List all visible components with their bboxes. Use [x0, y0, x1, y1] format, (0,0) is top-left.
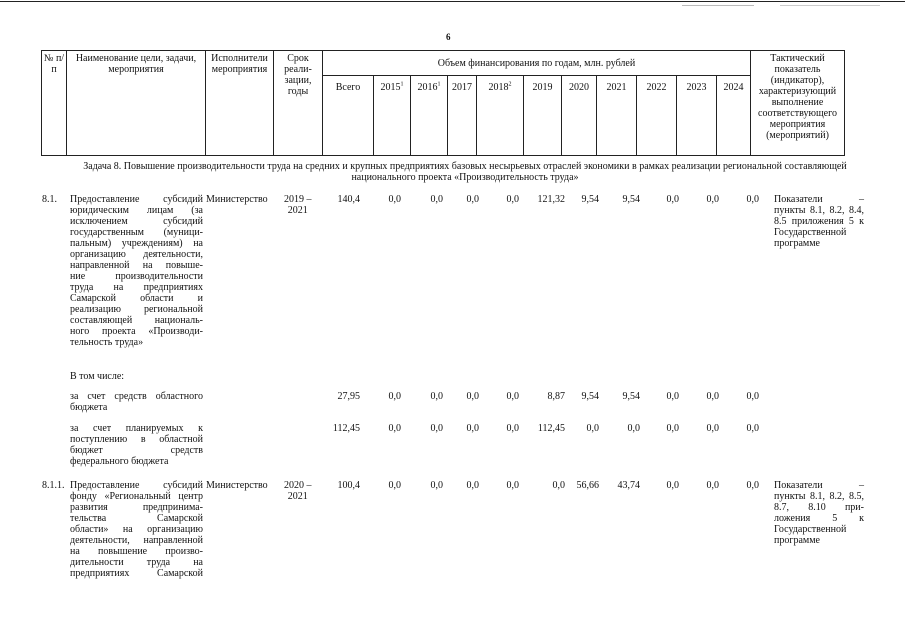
row-value: 0,0	[506, 423, 519, 434]
row-value: 0,0	[388, 391, 401, 402]
header-col-term: Срок реали-зации, годы	[274, 51, 323, 156]
including-label: В том числе:	[70, 371, 125, 382]
header-year: 2022	[637, 76, 677, 156]
header-year: 2017	[448, 76, 477, 156]
row-term: 2020 – 2021	[284, 480, 312, 502]
row-total: 100,4	[337, 480, 360, 491]
row-executor: Министерство	[206, 194, 268, 205]
row-value: 0,0	[666, 480, 679, 491]
table-header	[41, 50, 845, 156]
row-value: 0,0	[388, 194, 401, 205]
header-col-name: Наименование цели, задачи, мероприятия	[67, 51, 206, 156]
header-year: 2019	[524, 76, 562, 156]
scan-artifact-line	[780, 5, 880, 6]
row-value: 9,54	[622, 194, 640, 205]
row-value: 0,0	[746, 423, 759, 434]
row-value: 9,54	[581, 194, 599, 205]
row-value: 0,0	[706, 194, 719, 205]
row-value: 0,0	[430, 480, 443, 491]
row-value: 43,74	[617, 480, 640, 491]
row-value: 0,0	[746, 391, 759, 402]
row-value: 0,0	[466, 194, 479, 205]
row-total: 140,4	[337, 194, 360, 205]
row-value: 0,0	[627, 423, 640, 434]
row-value: 0,0	[430, 194, 443, 205]
row-value: 0,0	[706, 480, 719, 491]
row-number: 8.1.	[42, 194, 57, 205]
page-top-border	[0, 1, 905, 2]
page-number: 6	[446, 32, 451, 42]
header-col-indicator: Тактический показатель (индикатор), характеризующий выполнение соответствующего мероприятия (мероприятий)	[751, 51, 845, 156]
row-value: 0,0	[388, 480, 401, 491]
row-number: 8.1.1.	[42, 480, 65, 491]
header-year: 2023	[677, 76, 717, 156]
header-year: 2018$^2$	[477, 76, 524, 156]
row-name: Предоставление субсидий фонду «Региональный центр развития предпринима- тельства Самарской области» на организацию деятельности, направленной на повышение произво- дительности труда на предприятиях Самарской	[70, 480, 203, 579]
header-col-executor: Исполнители мероприятия	[206, 51, 274, 156]
row-value: 0,0	[706, 423, 719, 434]
task-heading: Задача 8. Повышение производительности труда на средних и крупных предприятиях базовых несырьевых отраслей экономики в рамках реализации региональной составляющей национального проекта «Производительность труда»	[83, 161, 847, 183]
row-value: 0,0	[466, 480, 479, 491]
header-year: 2015$^1$	[374, 76, 411, 156]
row-value: 0,0	[552, 480, 565, 491]
header-year: 2020	[562, 76, 597, 156]
row-executor: Министерство	[206, 480, 268, 491]
header-col-funding: Объем финансирования по годам, млн. рублей	[323, 51, 751, 76]
row-value: 0,0	[666, 391, 679, 402]
row-value: 0,0	[466, 391, 479, 402]
row-value: 0,0	[430, 391, 443, 402]
row-value: 112,45	[537, 423, 565, 434]
row-value: 9,54	[581, 391, 599, 402]
row-value: 0,0	[746, 194, 759, 205]
row-name: за счет средств областного бюджета	[70, 391, 203, 413]
row-value: 9,54	[622, 391, 640, 402]
row-term: 2019 – 2021	[284, 194, 312, 216]
header-year: 2021	[597, 76, 637, 156]
scan-artifact-line	[682, 5, 754, 6]
row-value: 0,0	[430, 423, 443, 434]
row-value: 0,0	[666, 194, 679, 205]
row-value: 121,32	[537, 194, 565, 205]
row-value: 0,0	[506, 194, 519, 205]
row-value: 0,0	[586, 423, 599, 434]
header-year: 2016$^1$	[411, 76, 448, 156]
row-indicator: Показатели – пункты 8.1, 8.2, 8.4, 8.5 приложения 5 к Государственной программе	[774, 194, 864, 249]
header-year: 2024	[717, 76, 751, 156]
row-value: 56,66	[576, 480, 599, 491]
row-value: 0,0	[506, 480, 519, 491]
row-value: 0,0	[506, 391, 519, 402]
row-indicator: Показатели – пункты 8.1, 8.2, 8.5, 8.7, 8.10 при- ложения 5 к Государственной программе	[774, 480, 864, 546]
row-value: 0,0	[666, 423, 679, 434]
header-col-total: Всего	[323, 76, 374, 156]
header-col-number: № п/п	[42, 51, 67, 156]
row-name: за счет планируемых к поступлению в областной бюджет средств федерального бюджета	[70, 423, 203, 467]
row-value: 8,87	[547, 391, 565, 402]
row-total: 27,95	[337, 391, 360, 402]
row-value: 0,0	[466, 423, 479, 434]
row-value: 0,0	[746, 480, 759, 491]
row-value: 0,0	[706, 391, 719, 402]
row-total: 112,45	[332, 423, 360, 434]
row-name: Предоставление субсидий юридическим лицам (за исключением субсидий государственным (муници- пальным) учреждениям) на организацию деятельности, направленной на повыше- ние производительности труда на предприятиях Самарской области и реализацию региональной составляющей националь- ного проекта «Производи- тельность труда»	[70, 194, 203, 348]
row-value: 0,0	[388, 423, 401, 434]
